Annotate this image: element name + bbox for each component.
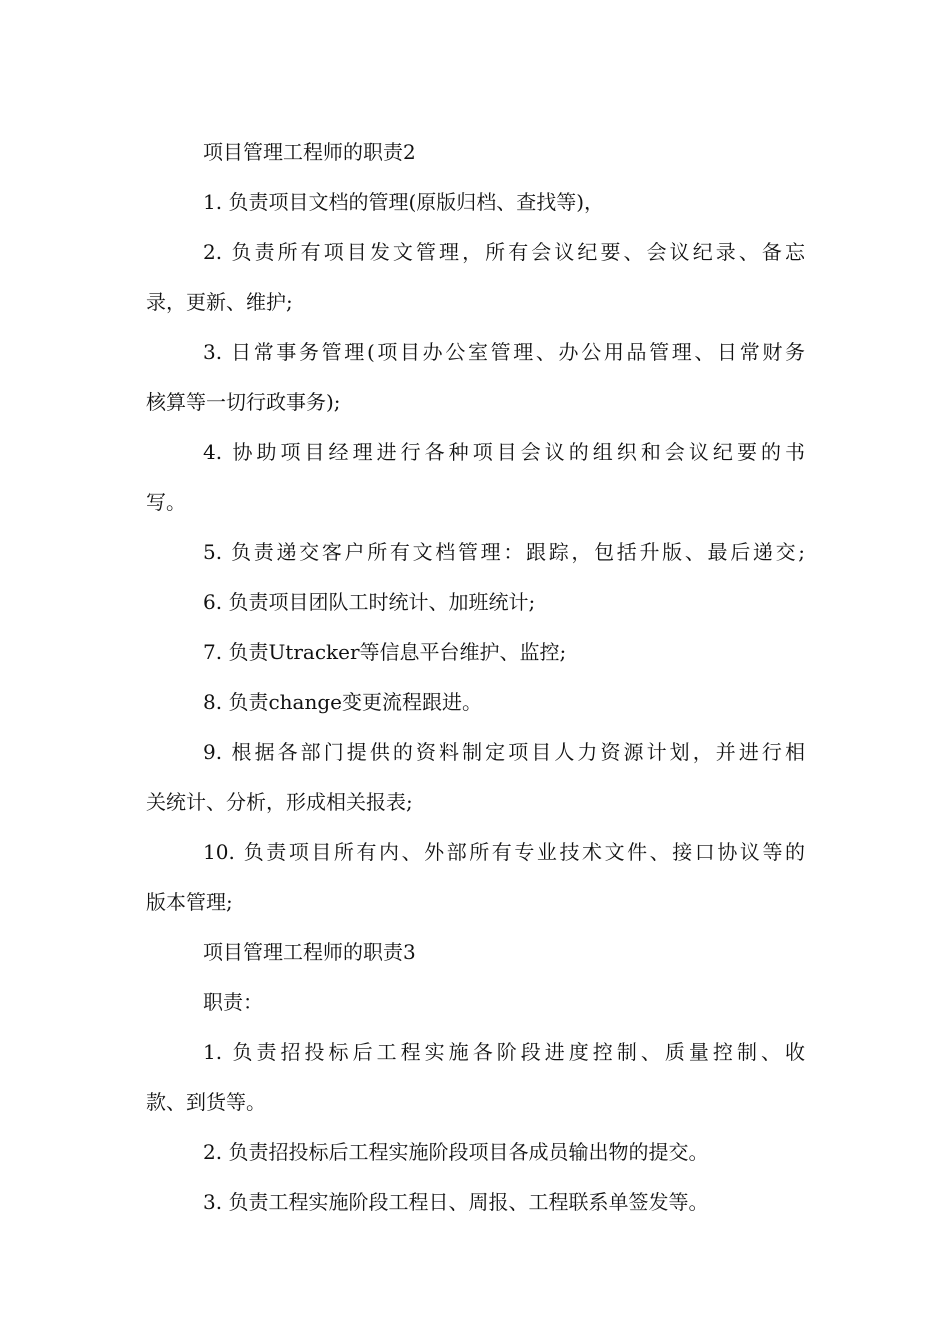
paragraph-line: 录，更新、维护; bbox=[146, 290, 293, 314]
paragraph-line: 3. 日常事务管理(项目办公室管理、办公用品管理、日常财务 bbox=[203, 340, 805, 364]
paragraph-line: 4. 协助项目经理进行各种项目会议的组织和会议纪要的书 bbox=[203, 440, 805, 464]
paragraph-line: 关统计、分析，形成相关报表; bbox=[146, 790, 413, 814]
paragraph-line: 职责： bbox=[203, 990, 263, 1014]
paragraph-line: 核算等一切行政事务); bbox=[146, 390, 341, 414]
paragraph-line: 版本管理; bbox=[146, 890, 233, 914]
paragraph-line: 1. 负责项目文档的管理(原版归档、查找等)， bbox=[203, 190, 605, 214]
paragraph-line: 10. 负责项目所有内、外部所有专业技术文件、接口协议等的 bbox=[203, 840, 805, 864]
section-heading-3: 项目管理工程师的职责3 bbox=[203, 940, 416, 964]
paragraph-line: 写。 bbox=[146, 490, 186, 514]
paragraph-line: 1. 负责招投标后工程实施各阶段进度控制、质量控制、收 bbox=[203, 1040, 805, 1064]
paragraph-line: 8. 负责change变更流程跟进。 bbox=[203, 690, 482, 714]
paragraph-line: 6. 负责项目团队工时统计、加班统计; bbox=[203, 590, 536, 614]
paragraph-line: 款、到货等。 bbox=[146, 1090, 266, 1114]
paragraph-line: 9. 根据各部门提供的资料制定项目人力资源计划，并进行相 bbox=[203, 740, 805, 764]
paragraph-line: 7. 负责Utracker等信息平台维护、监控; bbox=[203, 640, 567, 664]
paragraph-line: 2. 负责所有项目发文管理，所有会议纪要、会议纪录、备忘 bbox=[203, 240, 805, 264]
paragraph-line: 2. 负责招投标后工程实施阶段项目各成员输出物的提交。 bbox=[203, 1140, 709, 1164]
section-heading-2: 项目管理工程师的职责2 bbox=[203, 140, 416, 164]
paragraph-line: 3. 负责工程实施阶段工程日、周报、工程联系单签发等。 bbox=[203, 1190, 709, 1214]
paragraph-line: 5. 负责递交客户所有文档管理：跟踪，包括升版、最后递交; bbox=[203, 540, 805, 564]
